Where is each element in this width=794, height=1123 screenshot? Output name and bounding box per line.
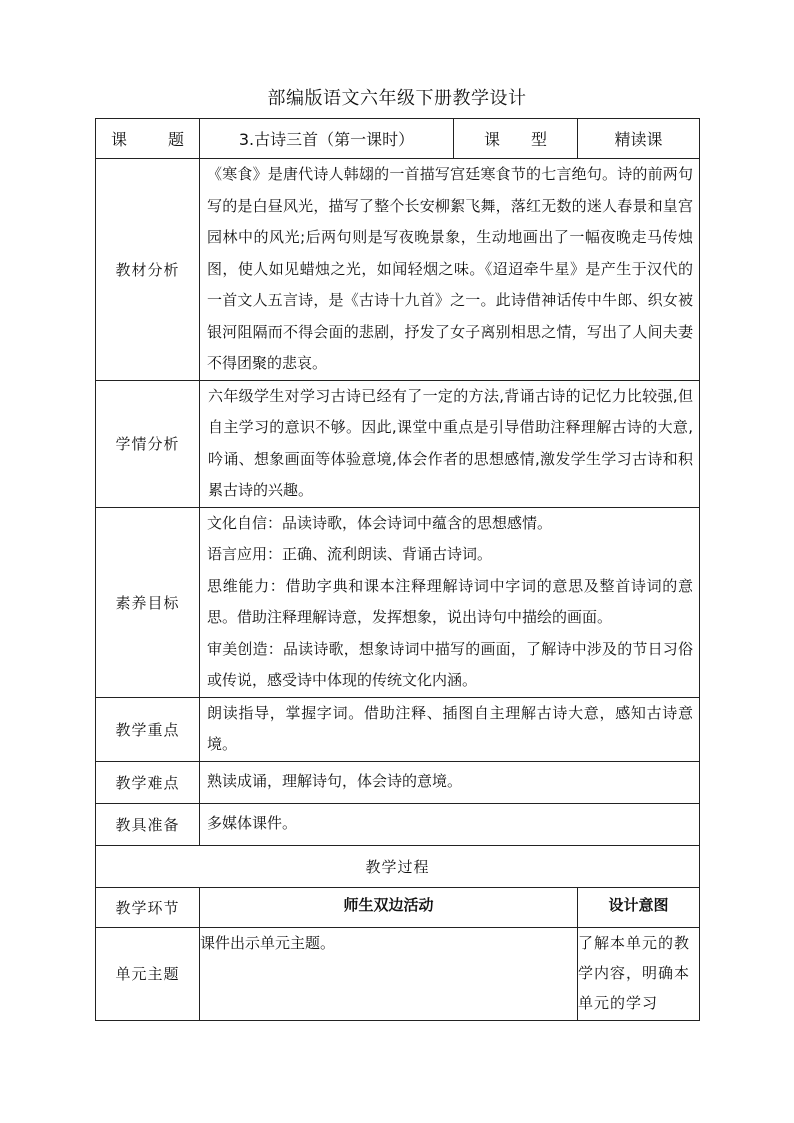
goal-item: 文化自信：品读诗歌，体会诗词中蕴含的思想感情。 bbox=[207, 513, 553, 532]
lesson-plan-table bbox=[95, 118, 700, 1021]
process-row bbox=[96, 927, 700, 1020]
document-title: 部编版语文六年级下册教学设计 bbox=[267, 88, 527, 109]
type-label-char-2: 型 bbox=[530, 130, 547, 149]
difficulties-text: 熟读成诵，理解诗句，体会诗的意境。 bbox=[207, 772, 463, 791]
topic-label-char-1: 课 bbox=[111, 130, 128, 149]
difficulties-label: 教学难点 bbox=[96, 761, 200, 803]
type-label bbox=[454, 127, 577, 150]
textbook-analysis-label: 教材分析 bbox=[96, 159, 200, 381]
process-title: 教学过程 bbox=[96, 845, 700, 887]
goal-item: 语言应用：正确、流利朗读、背诵古诗词。 bbox=[207, 545, 493, 563]
process-title-row bbox=[96, 845, 700, 887]
materials-row bbox=[96, 803, 700, 845]
textbook-analysis-cell bbox=[200, 159, 700, 381]
topic-label-char-2: 题 bbox=[167, 130, 184, 149]
key-points-text: 朗读指导，掌握字词。借助注释、插图自主理解古诗大意，感知古诗意境。 bbox=[207, 703, 693, 753]
topic-row bbox=[96, 119, 700, 159]
literacy-goals-list bbox=[200, 508, 699, 697]
type-label-cell bbox=[454, 119, 578, 159]
goal-item: 思维能力：借助字典和课本注释理解诗词中字词的意思及整首诗词的意思。借助注释理解诗意，发挥想象，说出诗句中描绘的画面。 bbox=[207, 576, 693, 626]
textbook-analysis-text: 《寒食》是唐代诗人韩翃的一首描写宫廷寒食节的七言绝句。诗的前两句写的是白昼风光，描写了整个长安柳絮飞舞，落红无数的迷人春景和皇宫园林中的风光;后两句则是写夜晚景象，生动地画出了一幅夜晚走马传烛图，使人如见蜡烛之光，如闻轻烟之味。《迢迢牵牛星》是产生于汉代的一首文人五言诗，是《古诗十九首》之一。此诗借神话传中牛郎、织女被银河阻隔而不得会面的悲剧，抒发了女子离别相思之情，写出了人间夫妻不得团聚的悲哀。 bbox=[207, 165, 693, 372]
textbook-analysis-row bbox=[96, 159, 700, 381]
column-header-stage: 教学环节 bbox=[96, 887, 200, 927]
activity-cell: 课件出示单元主题。 bbox=[200, 927, 578, 1020]
literacy-goals-label: 素养目标 bbox=[96, 507, 200, 697]
difficulties-cell bbox=[200, 761, 700, 803]
key-points-label: 教学重点 bbox=[96, 697, 200, 761]
type-label-char-1: 课 bbox=[484, 130, 501, 149]
topic-label bbox=[96, 127, 199, 150]
type-value: 精读课 bbox=[578, 119, 700, 159]
student-analysis-label: 学情分析 bbox=[96, 380, 200, 507]
column-header-intent: 设计意图 bbox=[578, 887, 700, 927]
student-analysis-text: 六年级学生对学习古诗已经有了一定的方法,背诵古诗的记忆力比较强,但自主学习的意识不够。因此,课堂中重点是引导借助注释理解古诗的大意,吟诵、想象画面等体验意境,体会作者的思想感情,激发学生学习古诗和积累古诗的兴趣。 bbox=[208, 386, 693, 499]
topic-label-cell bbox=[96, 119, 200, 159]
key-points-row bbox=[96, 697, 700, 761]
materials-label: 教具准备 bbox=[96, 803, 200, 845]
materials-cell bbox=[200, 803, 700, 845]
column-header-activity: 师生双边活动 bbox=[200, 887, 578, 927]
process-header-row bbox=[96, 887, 700, 927]
topic-value: 3.古诗三首（第一课时） bbox=[200, 119, 454, 159]
materials-text: 多媒体课件。 bbox=[207, 814, 298, 833]
stage-cell: 单元主题 bbox=[96, 927, 200, 1020]
intent-cell: 了解本单元的教学内容，明确本单元的学习 bbox=[578, 927, 700, 1020]
difficulties-row bbox=[96, 761, 700, 803]
literacy-goals-cell bbox=[200, 507, 700, 697]
student-analysis-cell bbox=[200, 380, 700, 507]
key-points-cell bbox=[200, 697, 700, 761]
goal-item: 审美创造：品读诗歌，想象诗词中描写的画面，了解诗中涉及的节日习俗或传说，感受诗中体现的传统文化内涵。 bbox=[207, 639, 693, 689]
literacy-goals-row bbox=[96, 507, 700, 697]
student-analysis-row bbox=[96, 380, 700, 507]
